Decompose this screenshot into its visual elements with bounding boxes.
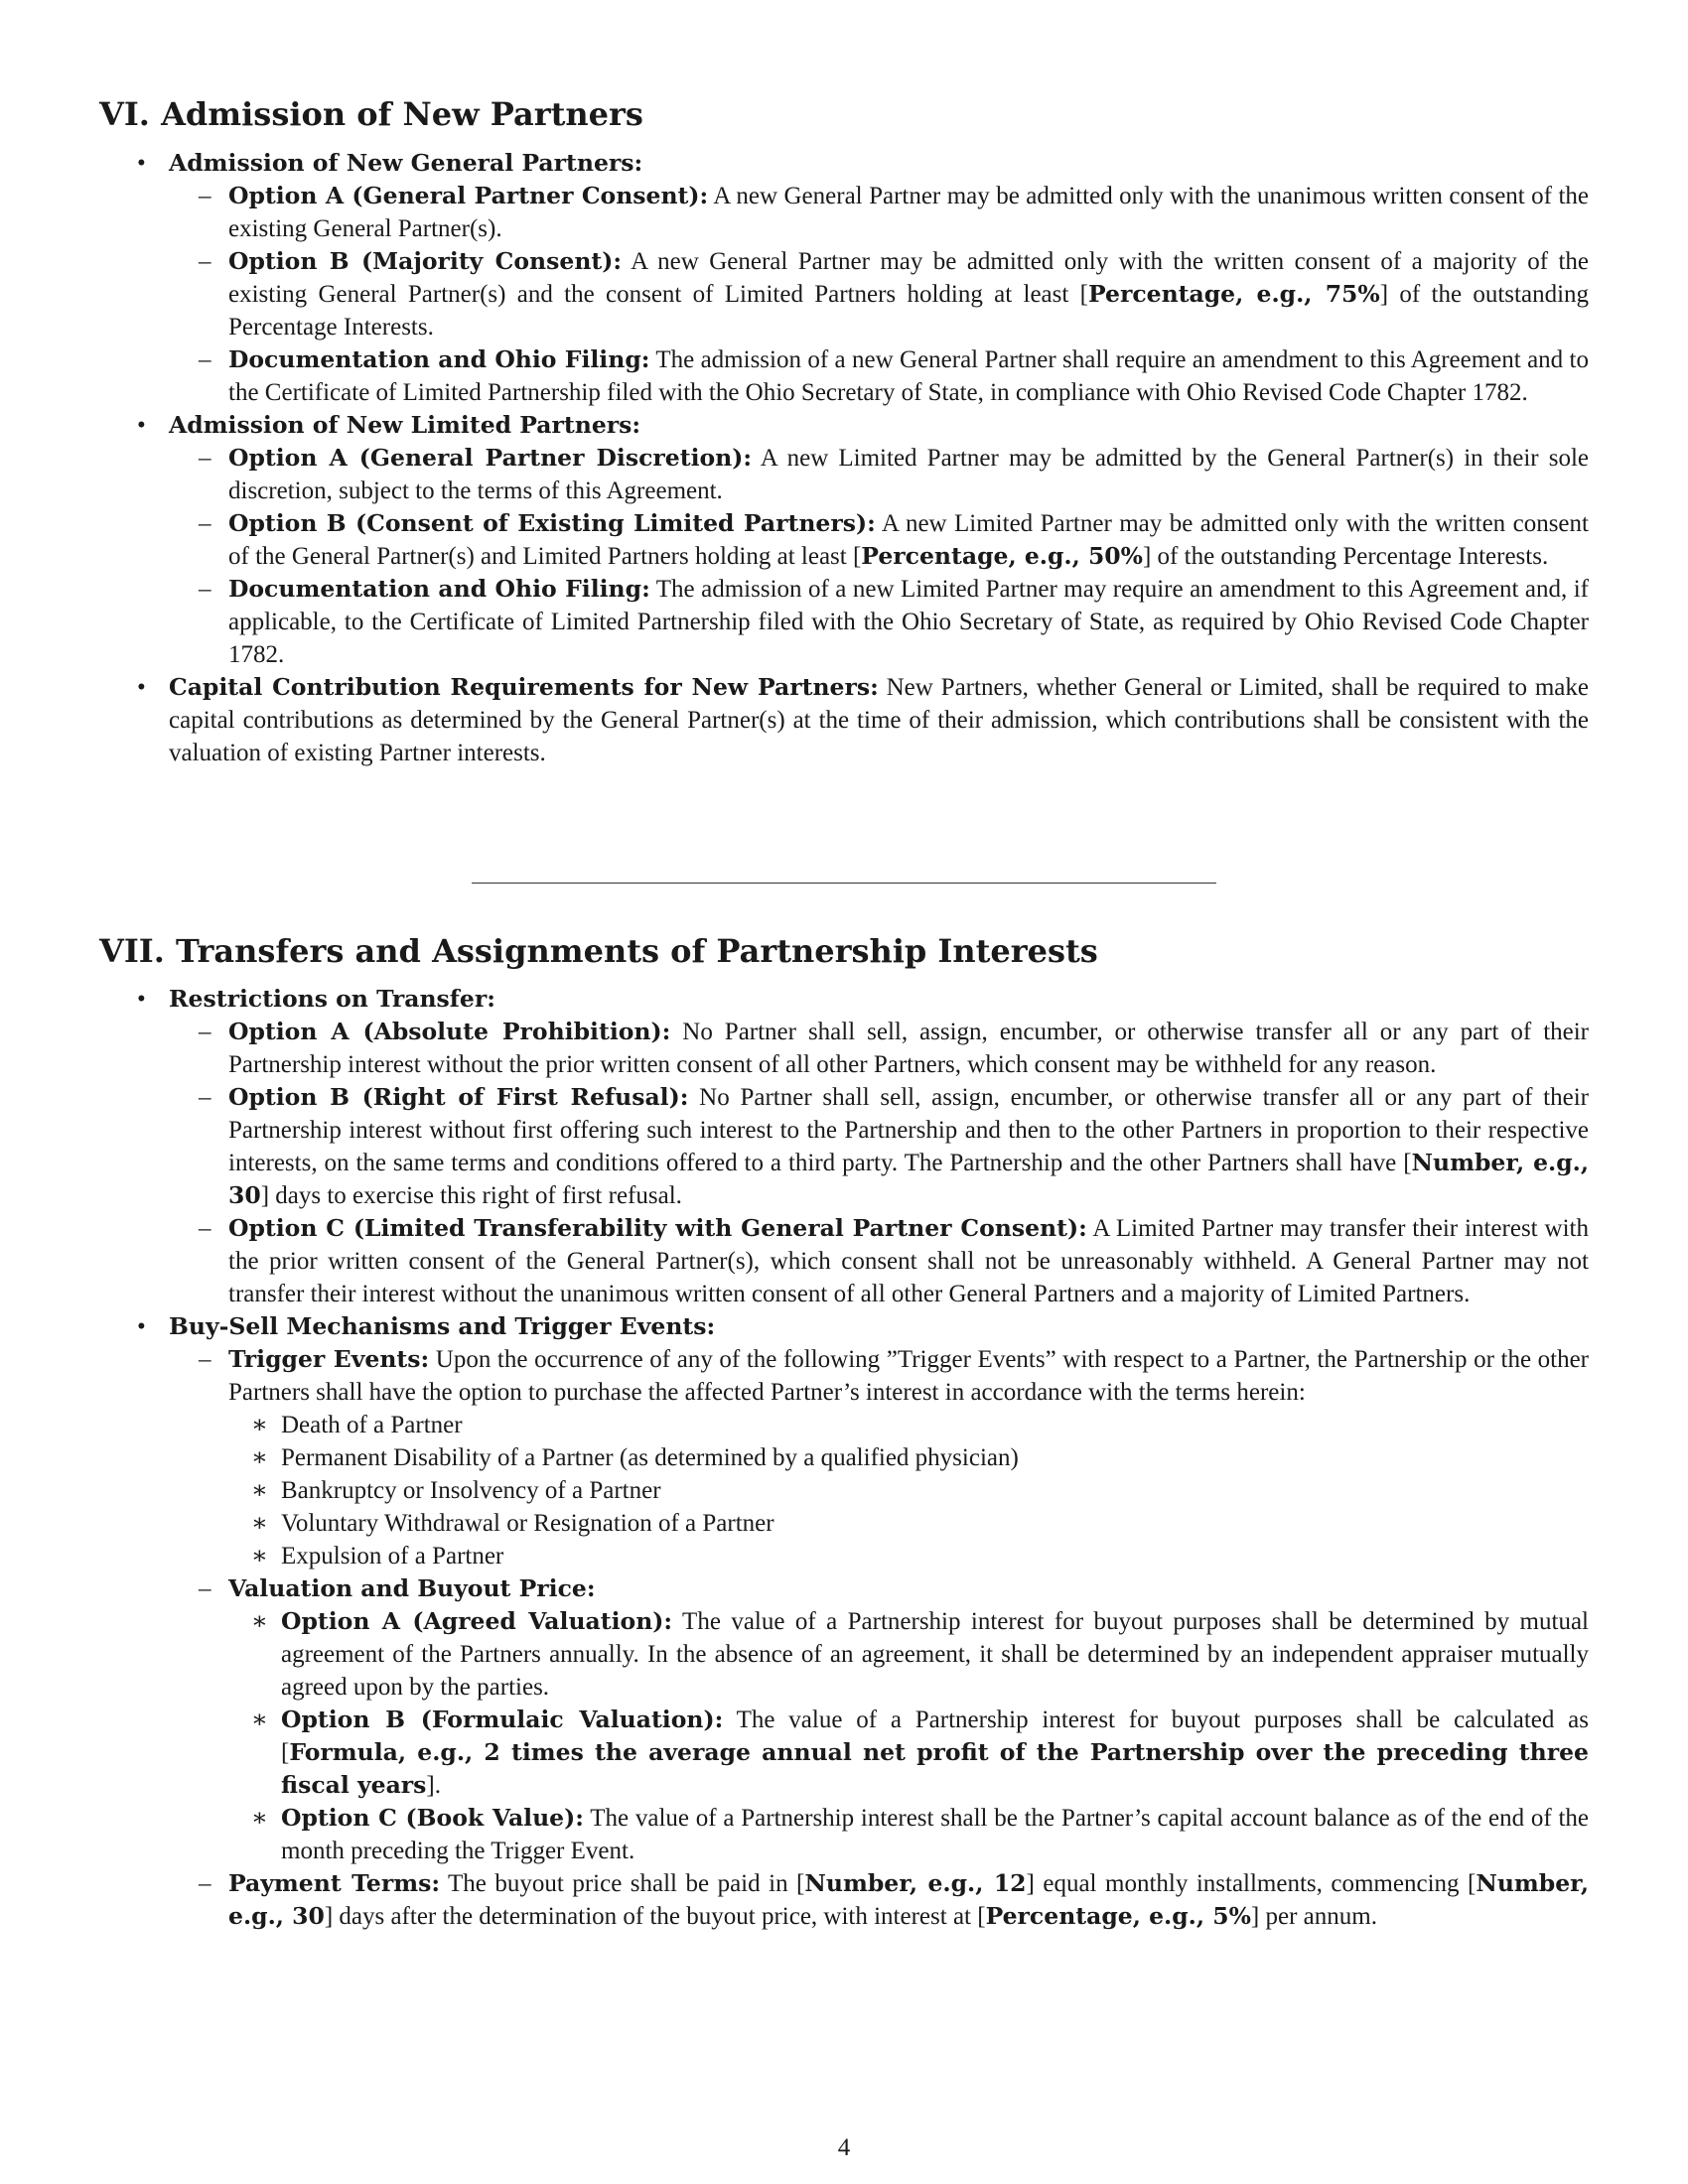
- dash-icon: –: [199, 183, 211, 209]
- dash-icon: –: [199, 1084, 211, 1111]
- list-item: ∗ Death of a Partner: [99, 1409, 1589, 1441]
- dash-icon: –: [199, 576, 211, 603]
- asterisk-icon: ∗: [251, 1444, 268, 1471]
- dash-icon: –: [199, 510, 211, 537]
- list-item: – Option C (Limited Transferability with General Partner Consent): A Limited Partner may transfer their interest with the prior written consent of the General Partner(s), which consent shall not be unreasonably withheld. A General Partner may not transfer their interest without the unanimous written consent of all other General Partners and a majority of Limited Partners.: [199, 1214, 1589, 1307]
- list-item: ∗ Option A (Agreed Valuation): The value of a Partnership interest for buyout purposes shall be determined by mutual agreement of the Partners annually. In the absence of an agreement, it shall be determined by an independent appraiser mutually agreed upon by the parties.: [251, 1607, 1589, 1701]
- asterisk-icon: ∗: [251, 1706, 268, 1733]
- bullet-icon: •: [137, 986, 146, 1013]
- list-item: – Valuation and Buyout Price:: [99, 1572, 1589, 1605]
- list-item: • Buy-Sell Mechanisms and Trigger Events:: [99, 1310, 1589, 1343]
- list-item: ∗ Option C (Book Value): The value of a Partnership interest shall be the Partner’s capital account balance as of the end of the month preceding the Trigger Event.: [251, 1804, 1589, 1864]
- list-item: • Admission of New Limited Partners:: [99, 409, 1589, 442]
- section-6-list: [99, 147, 1589, 769]
- list-item: – Documentation and Ohio Filing: The admission of a new Limited Partner may require an amendment to this Agreement and, if applicable, to the Certificate of Limited Partnership filed with the Ohio Secretary of State, as required by Ohio Revised Code Chapter 1782.: [199, 575, 1589, 668]
- asterisk-icon: ∗: [251, 1477, 268, 1504]
- dash-icon: –: [199, 1870, 211, 1897]
- bullet-icon: •: [137, 412, 146, 439]
- dash-icon: –: [199, 1019, 211, 1045]
- dash-icon: –: [199, 346, 211, 373]
- dash-icon: –: [199, 1346, 211, 1373]
- asterisk-icon: ∗: [251, 1805, 268, 1832]
- list-item: – Option A (General Partner Discretion): A new Limited Partner may be admitted by the General Partner(s) in their sole discretion, subject to the terms of this Agreement.: [199, 444, 1589, 504]
- list-item: – Option B (Majority Consent): A new General Partner may be admitted only with the written consent of a majority of the existing General Partner(s) and the consent of Limited Partners holding at least [Percentage, e.g., 75%] of the outstanding Percentage Interests.: [199, 247, 1590, 341]
- bullet-icon: •: [137, 674, 146, 701]
- page-number: 4: [837, 2134, 851, 2161]
- list-item: • Capital Contribution Requirements for New Partners: New Partners, whether General or Limited, shall be required to make capital contributions as determined by the General Partner(s) at the time of their admission, which contributions shall be consistent with the valuation of existing Partner interests.: [137, 673, 1590, 766]
- list-item: ∗ Expulsion of a Partner: [99, 1540, 1589, 1572]
- section-heading: VII. Transfers and Assignments of Partnership Interests: [99, 932, 1098, 970]
- asterisk-icon: ∗: [251, 1510, 268, 1537]
- list-item: – Option B (Consent of Existing Limited Partners): A new Limited Partner may be admitted only with the written consent of the General Partner(s) and Limited Partners holding at least [Percentage, e.g., 50%] of the outstanding Percentage Interests.: [199, 509, 1589, 570]
- list-item: ∗ Option B (Formulaic Valuation): The value of a Partnership interest for buyout purposes shall be calculated as [Formula, e.g., 2 times the average annual net profit of the Partnership over the preceding three fiscal years].: [251, 1706, 1590, 1799]
- asterisk-icon: ∗: [251, 1412, 268, 1438]
- bullet-icon: •: [137, 150, 146, 177]
- list-item: – Option A (Absolute Prohibition): No Partner shall sell, assign, encumber, or otherwise transfer all or any part of their Partnership interest without the prior written consent of all other Partners, which consent may be withheld for any reason.: [199, 1018, 1590, 1078]
- section-divider: [472, 883, 1216, 884]
- asterisk-icon: ∗: [251, 1543, 268, 1570]
- list-item: – Trigger Events: Upon the occurrence of any of the following ”Trigger Events” with respect to a Partner, the Partnership or the other Partners shall have the option to purchase the affected Partner’s interest in accordance with the terms herein:: [199, 1345, 1590, 1406]
- list-item: ∗ Voluntary Withdrawal or Resignation of a Partner: [99, 1507, 1589, 1540]
- list-item: • Admission of New General Partners:: [99, 147, 1589, 180]
- dash-icon: –: [199, 1575, 211, 1602]
- list-item: • Restrictions on Transfer:: [99, 983, 1589, 1016]
- dash-icon: –: [199, 248, 211, 275]
- asterisk-icon: ∗: [251, 1608, 268, 1635]
- dash-icon: –: [199, 445, 211, 472]
- list-item: ∗ Permanent Disability of a Partner (as determined by a qualified physician): [99, 1441, 1589, 1474]
- list-item: – Documentation and Ohio Filing: The admission of a new General Partner shall require an amendment to this Agreement and to the Certificate of Limited Partnership filed with the Ohio Secretary of State, in compliance with Ohio Revised Code Chapter 1782.: [199, 345, 1589, 406]
- list-item: – Payment Terms: The buyout price shall be paid in [Number, e.g., 12] equal monthly installments, commencing [Number, e.g., 30] days after the determination of the buyout price, with interest at [Percentage, e.g., 5%] per annum.: [199, 1869, 1590, 1930]
- list-item: – Option A (General Partner Consent): A new General Partner may be admitted only with the unanimous written consent of the existing General Partner(s).: [199, 182, 1589, 242]
- dash-icon: –: [199, 1215, 211, 1242]
- list-item: – Option B (Right of First Refusal): No Partner shall sell, assign, encumber, or otherwise transfer all or any part of their Partnership interest without first offering such interest to the Partnership and then to the other Partners in proportion to their respective interests, on the same terms and conditions offered to a third party. The Partnership and the other Partners shall have [Number, e.g., 30] days to exercise this right of first refusal.: [199, 1083, 1589, 1209]
- section-7-list: [99, 983, 1589, 1933]
- bullet-icon: •: [137, 1313, 146, 1340]
- section-heading: VI. Admission of New Partners: [99, 95, 643, 133]
- list-item: ∗ Bankruptcy or Insolvency of a Partner: [99, 1474, 1589, 1507]
